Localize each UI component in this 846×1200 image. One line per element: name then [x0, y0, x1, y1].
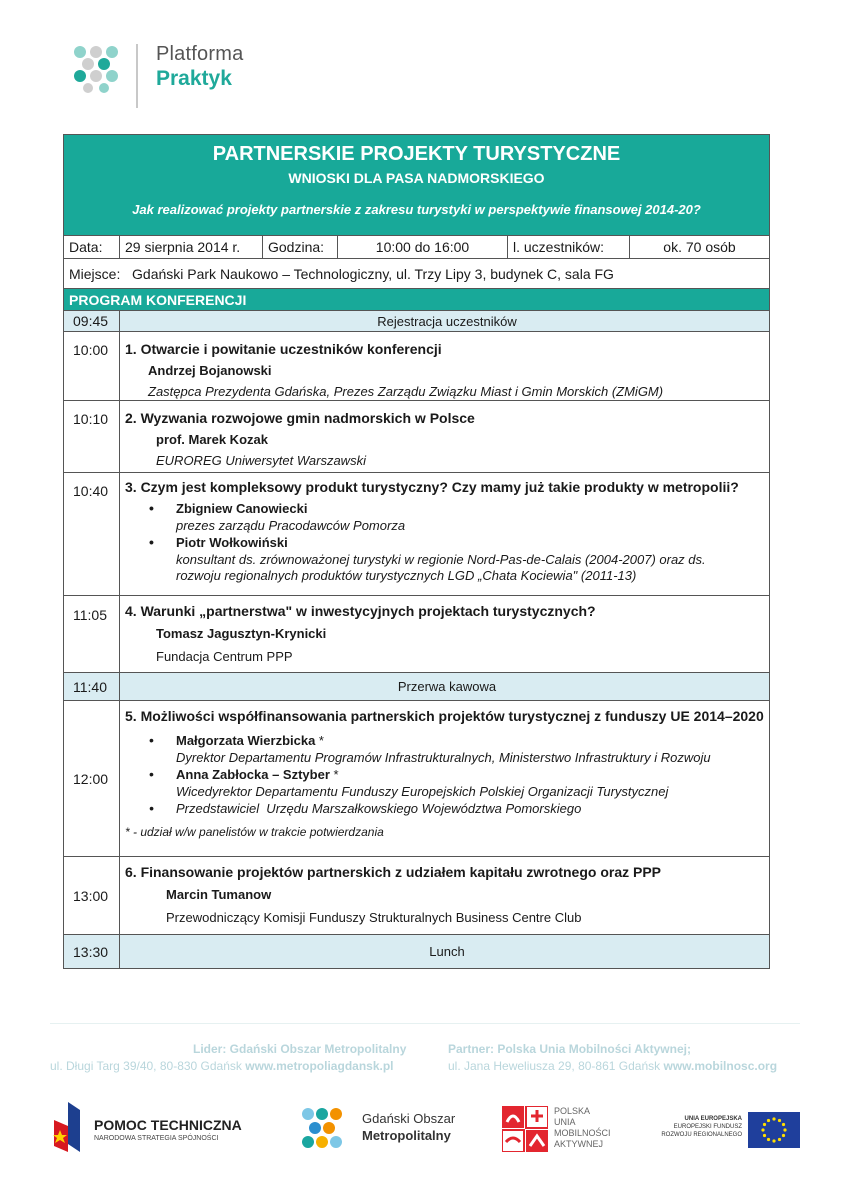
row-body	[120, 401, 769, 472]
program-row-2	[64, 400, 769, 472]
row-text: Rejestracja uczestników	[377, 313, 517, 329]
speaker-representative: • Przedstawiciel Urzędu Marszałkowskiego Województwa Pomorskiego	[176, 801, 769, 816]
row-body	[120, 473, 769, 595]
row-body	[120, 857, 769, 934]
pomoc-techniczna-logo	[50, 1100, 250, 1154]
row-body	[120, 701, 769, 856]
flag-star-icon	[50, 1100, 84, 1154]
program-row-6	[64, 856, 769, 934]
program-row-registration	[64, 310, 769, 331]
count-value: ok. 70 osób	[663, 239, 736, 255]
speaker-org: Fundacja Centrum PPP	[156, 649, 293, 664]
eu-flag-icon	[748, 1112, 800, 1148]
puma-line4: AKTYWNEJ	[554, 1139, 604, 1149]
logo-divider	[136, 44, 138, 108]
row-time: 10:00	[64, 332, 120, 400]
puma-logo	[502, 1100, 632, 1160]
logo-word-platforma: Platforma	[156, 43, 244, 65]
info-row	[64, 235, 769, 258]
program-row-5	[64, 700, 769, 856]
gom-line2: Metropolitalny	[362, 1128, 451, 1143]
puma-line2: UNIA	[554, 1117, 576, 1127]
eu-line3: ROZWOJU REGIONALNEGO	[661, 1132, 742, 1138]
program-row-lunch	[64, 934, 769, 968]
row-body	[120, 596, 769, 672]
footnote: * - udział w/w panelistów w trakcie potwierdzania	[125, 825, 384, 839]
leader-address: ul. Długi Targ 39/40, 80-830 Gdańsk	[50, 1059, 242, 1073]
speaker-name: prof. Marek Kozak	[156, 432, 268, 447]
speaker-name: • Piotr Wołkowiński	[176, 535, 769, 550]
program-table	[63, 134, 770, 969]
program-section-header: PROGRAM KONFERENCJI	[64, 288, 769, 310]
program-row-3	[64, 472, 769, 595]
footer-logos	[0, 1100, 846, 1160]
gom-line1: Gdański Obszar	[362, 1111, 456, 1126]
item-title: 6. Finansowanie projektów partnerskich z udziałem kapitału zwrotnego oraz PPP	[125, 864, 662, 880]
speaker-star: *	[315, 733, 324, 748]
speaker-star: *	[329, 767, 339, 782]
row-body	[120, 332, 769, 400]
speaker-role: konsultant ds. zrównoważonej turystyki w regionie Nord-Pas-de-Calais (2004-2007) oraz ds.	[176, 552, 706, 567]
conference-subtitle: WNIOSKI DLA PASA NADMORSKIEGO	[288, 170, 545, 186]
row-time: 09:45	[64, 311, 120, 331]
footer-divider	[50, 1023, 800, 1024]
item-title: 3. Czym jest kompleksowy produkt turystyczny? Czy mamy już takie produkty w metropolii?	[125, 479, 739, 495]
puma-line3: MOBILNOŚCI	[554, 1128, 611, 1138]
row-time: 12:00	[64, 701, 120, 856]
speaker-name: Małgorzata Wierzbicka	[176, 733, 316, 748]
leader-url[interactable]: www.metropoliagdansk.pl	[245, 1059, 394, 1073]
eu-text	[650, 1115, 742, 1139]
row-text: Przerwa kawowa	[397, 679, 497, 694]
hour-label: Godzina:	[263, 236, 338, 258]
speaker-name: • Zbigniew Canowiecki	[176, 501, 769, 516]
speaker-role: Wicedyrektor Departamentu Funduszy Europejskich Polskiej Organizacji Turystycznej	[176, 784, 669, 799]
item-title: 2. Wyzwania rozwojowe gmin nadmorskich w Polsce	[125, 410, 475, 426]
speaker-role: Dyrektor Departamentu Programów Infrastrukturalnych, Ministerstwo Infrastruktury i Rozwoju	[176, 750, 711, 765]
speaker-name: Andrzej Bojanowski	[148, 363, 272, 378]
footer-partner-label: Partner: Polska Unia Mobilności Aktywnej;	[448, 1042, 691, 1056]
row-time: 10:40	[64, 473, 120, 595]
eu-line1: UNIA EUROPEJSKA	[684, 1116, 742, 1122]
speaker-role: EUROREG Uniwersytet Warszawski	[156, 453, 366, 468]
footer-leader-label: Lider: Gdański Obszar Metropolitalny	[193, 1042, 407, 1056]
program-row-4	[64, 595, 769, 672]
eu-logo	[650, 1100, 800, 1150]
row-text: Lunch	[429, 944, 465, 959]
footer-leader-address	[50, 1059, 394, 1073]
date-label: Data:	[64, 236, 120, 258]
row-time: 11:05	[64, 596, 120, 672]
partner-address: ul. Jana Heweliusza 29, 80-861 Gdańsk	[448, 1059, 661, 1073]
speaker-role-cont: rozwoju regionalnych produktów turystycznych LGD „Chata Kociewia" (2011-13)	[176, 568, 637, 583]
platforma-logo-icon	[70, 42, 122, 94]
speaker-entry	[176, 767, 769, 782]
item-title: 5. Możliwości współfinansowania partnerskich projektów turystycznej z funduszy UE 2014–2020	[125, 708, 764, 724]
puma-logo-icon	[502, 1106, 548, 1152]
logo-word-praktyk: Praktyk	[156, 67, 232, 90]
count-label: l. uczestników:	[508, 236, 630, 258]
row-time: 13:30	[64, 935, 120, 968]
row-time: 13:00	[64, 857, 120, 934]
speaker-role: Przewodniczący Komisji Funduszy Strukturalnych Business Centre Club	[166, 910, 582, 925]
row-time: 10:10	[64, 401, 120, 472]
hour-value: 10:00 do 16:00	[338, 236, 508, 258]
title-block	[64, 135, 769, 235]
program-row-1	[64, 331, 769, 400]
pt-title: POMOC TECHNICZNA	[94, 1117, 242, 1133]
place-row: Miejsce: Gdański Park Naukowo – Technologiczny, ul. Trzy Lipy 3, budynek C, sala FG	[64, 258, 769, 288]
item-title: 1. Otwarcie i powitanie uczestników konferencji	[125, 341, 442, 357]
speaker-entry	[176, 733, 769, 748]
gom-logo	[298, 1100, 468, 1154]
speaker-role: prezes zarządu Pracodawców Pomorza	[176, 518, 406, 533]
speaker-role: Zastępca Prezydenta Gdańska, Prezes Zarządu Związku Miast i Gmin Morskich (ZMiGM)	[148, 384, 664, 399]
platforma-praktyk-logo	[70, 40, 270, 110]
speaker-name: Marcin Tumanow	[166, 887, 272, 902]
puma-line1: POLSKA	[554, 1106, 591, 1116]
program-row-coffee	[64, 672, 769, 700]
partner-url[interactable]: www.mobilnosc.org	[663, 1059, 778, 1073]
item-title: 4. Warunki „partnerstwa" w inwestycyjnych projektach turystycznych?	[125, 603, 596, 619]
gom-logo-icon	[298, 1104, 346, 1152]
row-time: 11:40	[64, 673, 120, 700]
speaker-name: Tomasz Jagusztyn-Krynicki	[156, 626, 327, 641]
puma-text	[554, 1106, 611, 1150]
footer-partner-address	[448, 1059, 777, 1073]
speaker-name: Anna Zabłocka – Sztyber	[176, 767, 330, 782]
conference-title: PARTNERSKIE PROJEKTY TURYSTYCZNE	[212, 143, 621, 165]
conference-question: Jak realizować projekty partnerskie z zakresu turystyki w perspektywie finansowej 2014-20?	[132, 202, 701, 217]
pt-subtitle: NARODOWA STRATEGIA SPÓJNOŚCI	[94, 1135, 219, 1142]
date-value: 29 sierpnia 2014 r.	[120, 236, 263, 258]
eu-line2: EUROPEJSKI FUNDUSZ	[673, 1124, 742, 1130]
